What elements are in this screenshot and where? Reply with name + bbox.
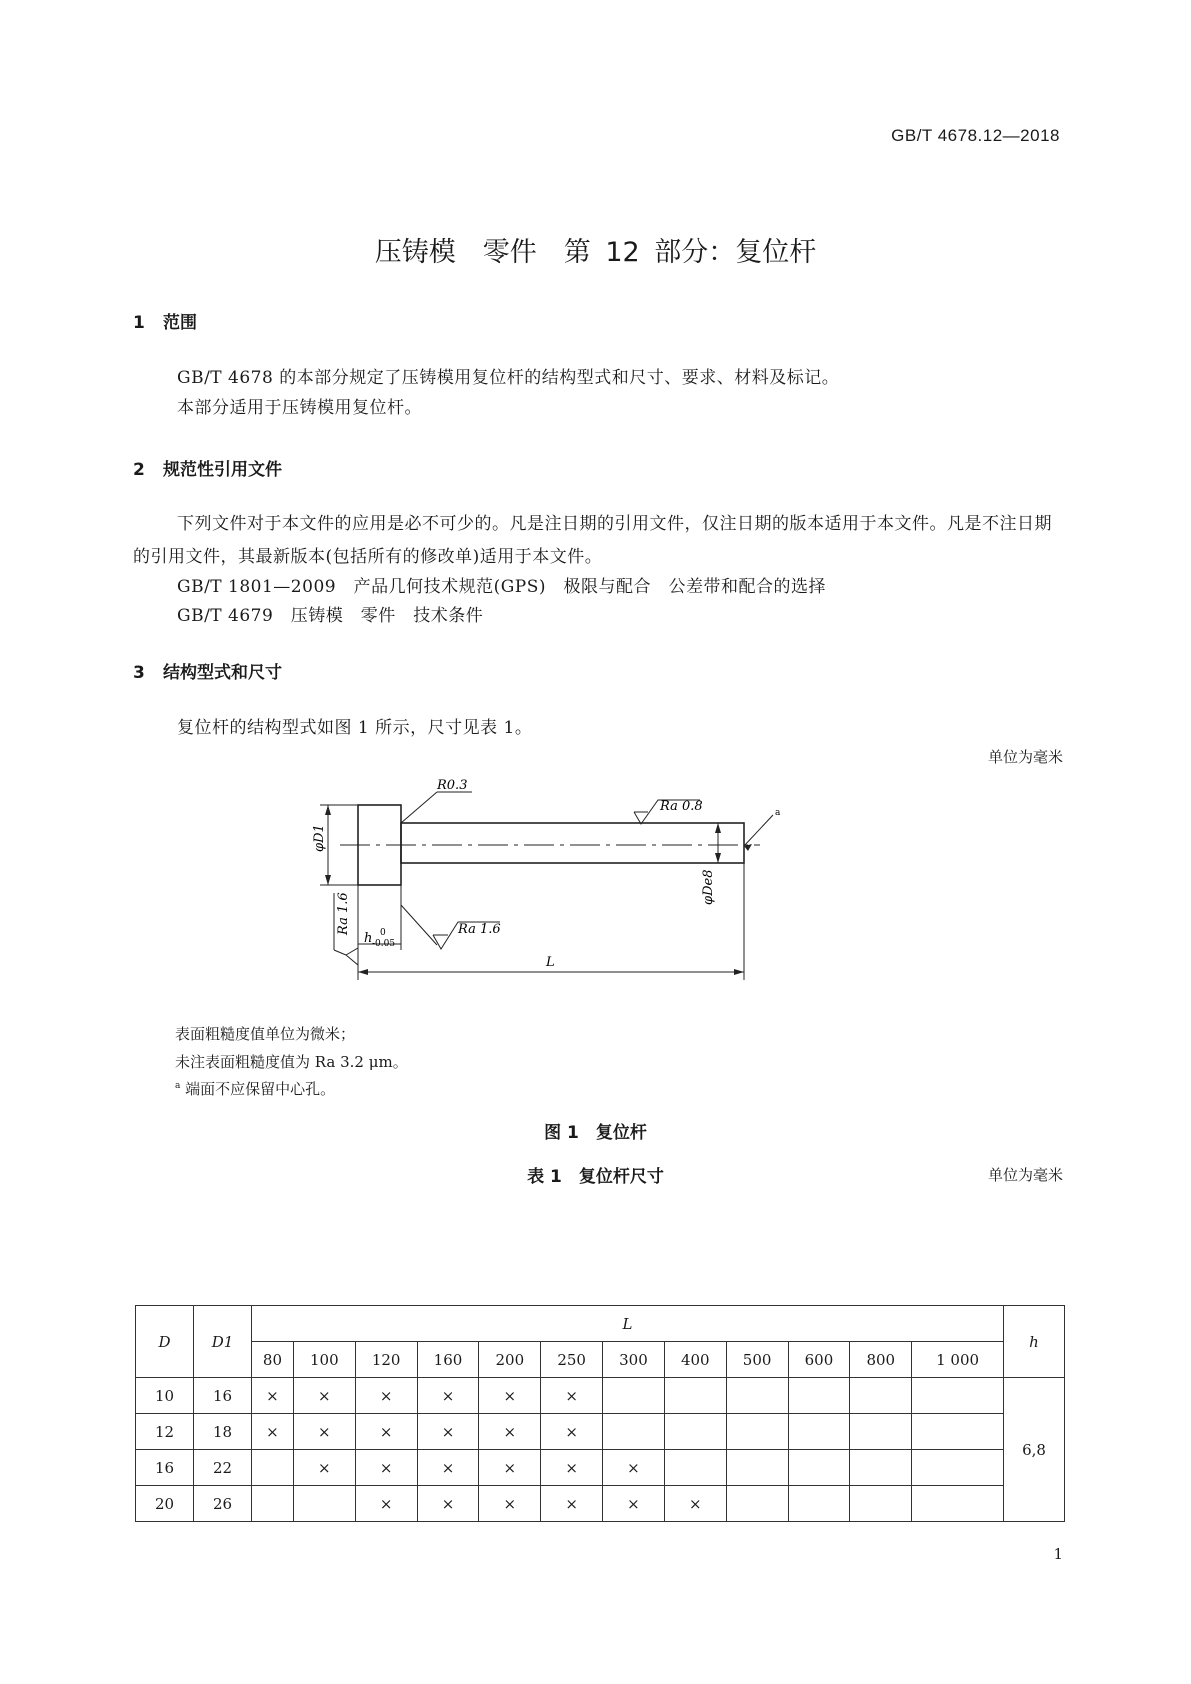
cell-length-mark: [726, 1486, 788, 1522]
h-tolerance-upper: 0: [380, 928, 386, 938]
cell-length-mark: ×: [417, 1486, 479, 1522]
r-leader: [401, 792, 437, 823]
rod-shaft: [401, 823, 744, 863]
cell-length-mark: [726, 1450, 788, 1486]
h-tolerance-lower: -0.05: [372, 939, 396, 949]
cell-d: 12: [136, 1414, 194, 1450]
cell-length-mark: ×: [664, 1486, 726, 1522]
cell-length-mark: ×: [603, 1450, 665, 1486]
cell-length-mark: [912, 1414, 1004, 1450]
cell-d1: 16: [194, 1378, 252, 1414]
section-3-para-1: 复位杆的结构型式如图 1 所示，尺寸见表 1。: [177, 718, 533, 738]
cell-length-mark: [252, 1486, 294, 1522]
cell-d: 20: [136, 1486, 194, 1522]
header-length-0: 80: [252, 1342, 294, 1378]
section-1-para-2: 本部分适用于压铸模用复位杆。: [177, 398, 422, 418]
reference-1: GB/T 1801—2009 产品几何技术规范(GPS) 极限与配合 公差带和配合的选择: [177, 577, 826, 597]
cell-length-mark: ×: [293, 1414, 355, 1450]
cell-length-mark: ×: [541, 1378, 603, 1414]
header-h: h: [1004, 1306, 1065, 1378]
cell-length-mark: [252, 1450, 294, 1486]
ra-1-6-label: Ra 1.6: [458, 922, 501, 937]
cell-length-mark: [603, 1378, 665, 1414]
table-row: [136, 1414, 1065, 1450]
reference-2: GB/T 4679 压铸模 零件 技术条件: [177, 606, 484, 626]
phi-d-label: φDe8: [701, 869, 716, 905]
header-length-6: 300: [603, 1342, 665, 1378]
phi-d1-label: φD1: [312, 824, 327, 852]
section-title: 范围: [163, 313, 197, 333]
header-length-11: 1 000: [912, 1342, 1004, 1378]
page-title: 压铸模 零件 第 12 部分：复位杆: [374, 237, 817, 268]
table-row: [136, 1450, 1065, 1486]
cell-length-mark: [912, 1378, 1004, 1414]
cell-length-mark: [912, 1486, 1004, 1522]
cell-length-mark: ×: [252, 1378, 294, 1414]
cell-length-mark: [850, 1414, 912, 1450]
reset-rod-dimension-table: [135, 1305, 1065, 1522]
figure-unit: 单位为毫米: [987, 748, 1063, 766]
section-1-para-1: GB/T 4678 的本部分规定了压铸模用复位杆的结构型式和尺寸、要求、材料及标记。: [177, 368, 840, 388]
table-row: [136, 1378, 1065, 1414]
table-body: [136, 1378, 1065, 1522]
header-length-2: 120: [355, 1342, 417, 1378]
section-number: 1: [133, 313, 145, 333]
page-number: 1: [1053, 1545, 1063, 1563]
cell-length-mark: ×: [417, 1414, 479, 1450]
cell-length-mark: ×: [603, 1486, 665, 1522]
cell-length-mark: [850, 1450, 912, 1486]
header-length-4: 200: [479, 1342, 541, 1378]
figure-caption: 图 1 复位杆: [544, 1123, 647, 1143]
cell-length-mark: [664, 1450, 726, 1486]
cell-length-mark: [912, 1450, 1004, 1486]
cell-length-mark: ×: [541, 1486, 603, 1522]
h-label: h: [364, 931, 373, 946]
header-length-10: 800: [850, 1342, 912, 1378]
header-length-8: 500: [726, 1342, 788, 1378]
cell-length-mark: ×: [355, 1378, 417, 1414]
ra-1-6-side-label: Ra 1.6: [336, 892, 351, 935]
note-text: 端面不应保留中心孔。: [185, 1080, 336, 1098]
figure-note-3: [175, 1078, 335, 1099]
section-title: 规范性引用文件: [163, 460, 282, 480]
cell-length-mark: ×: [252, 1414, 294, 1450]
cell-length-mark: ×: [479, 1378, 541, 1414]
section-title: 结构型式和尺寸: [163, 663, 282, 683]
table-unit: 单位为毫米: [987, 1166, 1063, 1184]
section-number: 2: [133, 460, 145, 480]
cell-length-mark: [850, 1486, 912, 1522]
cell-d: 10: [136, 1378, 194, 1414]
l-label: L: [546, 955, 555, 970]
cell-length-mark: ×: [479, 1414, 541, 1450]
figure-note-1: 表面粗糙度值单位为微米；: [175, 1025, 356, 1043]
cell-length-mark: ×: [293, 1450, 355, 1486]
header-length-3: 160: [417, 1342, 479, 1378]
cell-length-mark: [788, 1378, 850, 1414]
cell-length-mark: [726, 1414, 788, 1450]
header-length-1: 100: [293, 1342, 355, 1378]
header-d: D: [136, 1306, 194, 1378]
a-leader: [744, 815, 773, 846]
cell-d1: 18: [194, 1414, 252, 1450]
cell-length-mark: [293, 1486, 355, 1522]
note-mark: a: [175, 1081, 181, 1091]
header-length-7: 400: [664, 1342, 726, 1378]
cell-length-mark: ×: [355, 1486, 417, 1522]
cell-length-mark: [788, 1414, 850, 1450]
cell-h: 6,8: [1004, 1378, 1065, 1522]
cell-length-mark: ×: [417, 1378, 479, 1414]
cell-length-mark: [664, 1414, 726, 1450]
cell-length-mark: ×: [541, 1450, 603, 1486]
standard-number: GB/T 4678.12—2018: [891, 126, 1060, 145]
cell-length-mark: ×: [479, 1486, 541, 1522]
cell-length-mark: [726, 1378, 788, 1414]
cell-d1: 22: [194, 1450, 252, 1486]
a-label: a: [775, 808, 781, 818]
ra-1-6-side-symbol: [346, 948, 358, 965]
header-length-9: 600: [788, 1342, 850, 1378]
cell-length-mark: [788, 1450, 850, 1486]
cell-length-mark: ×: [541, 1414, 603, 1450]
cell-d: 16: [136, 1450, 194, 1486]
table-caption: 表 1 复位杆尺寸: [527, 1167, 664, 1187]
section-2-para-1: 下列文件对于本文件的应用是必不可少的。凡是注日期的引用文件，仅注日期的版本适用于本文件。凡是不注日期的引用文件，其最新版本(包括所有的修改单)适用于本文件。: [133, 514, 1052, 567]
cell-length-mark: [603, 1414, 665, 1450]
header-d1: D1: [194, 1306, 252, 1378]
section-number: 3: [133, 663, 145, 683]
figure-note-2: 未注表面粗糙度值为 Ra 3.2 μm。: [175, 1053, 408, 1071]
ra-leader: [401, 905, 437, 945]
cell-length-mark: ×: [355, 1414, 417, 1450]
header-l: L: [252, 1306, 1004, 1342]
header-length-5: 250: [541, 1342, 603, 1378]
table-row: [136, 1486, 1065, 1522]
cell-d1: 26: [194, 1486, 252, 1522]
cell-length-mark: [664, 1378, 726, 1414]
cell-length-mark: [850, 1378, 912, 1414]
cell-length-mark: ×: [417, 1450, 479, 1486]
r-label: R0.3: [437, 778, 468, 793]
cell-length-mark: ×: [293, 1378, 355, 1414]
cell-length-mark: ×: [479, 1450, 541, 1486]
ra-0-8-label: Ra 0.8: [660, 799, 703, 814]
cell-length-mark: [788, 1486, 850, 1522]
cell-length-mark: ×: [355, 1450, 417, 1486]
length-header-row: [136, 1342, 1065, 1378]
